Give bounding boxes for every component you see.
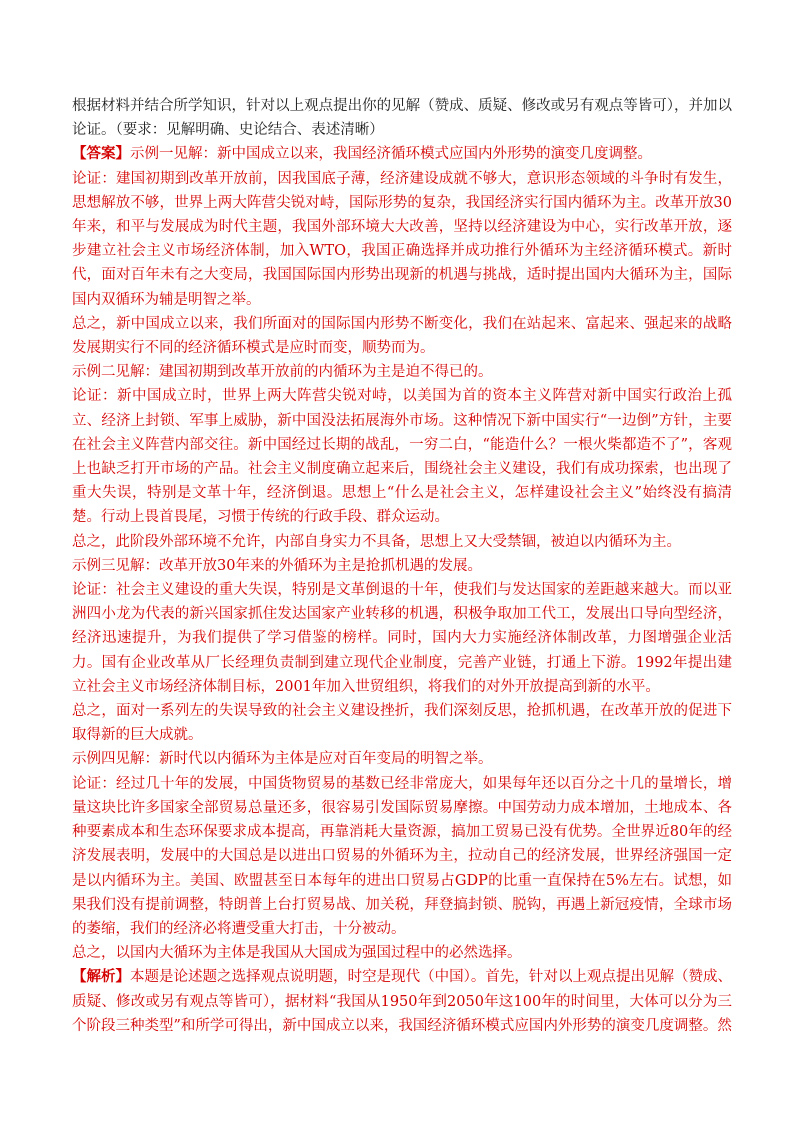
- argument-paragraph-2: 论证：新中国成立时，世界上两大阵营尖锐对峙，以美国为首的资本主义阵营对新中国实行政治上孤立、经济上封锁、军事上威胁，新中国没法拓展海外市场。这种情况下新中国实行“一边倒”方针，主要在社会主义阵营内部交往。新中国经过长期的战乱，一穷二白，“能造什么？一根火柴都造不了”，客观上也缺乏打开市场的产品。社会主义制度确立起来后，围绕社会主义建设，我们有成功探索，也出现了重大失误，特别是文革十年，经济倒退。思想上“什么是社会主义，怎样建设社会主义”始终没有搞清楚。行动上畏首畏尾，习惯于传统的行政手段、群众运动。: [72, 388, 732, 526]
- example-heading-2: 示例二见解：建国初期到改革开放前的内循环为主是迫不得已的。: [72, 364, 493, 381]
- answer-tag: 【答案】: [72, 145, 130, 163]
- summary-paragraph-2: 总之，此阶段外部环境不允许，内部自身实力不具备，思想上又大受禁锢，被迫以内循环为主。: [72, 533, 681, 550]
- summary-paragraph-3: 总之，面对一系列左的失误导致的社会主义建设挫折，我们深刻反思，抢抓机遇，在改革开放的促进下取得新的巨大成就。: [72, 703, 732, 744]
- analysis-paragraph: [72, 965, 732, 1038]
- argument-paragraph-3: 论证：社会主义建设的重大失误，特别是文革倒退的十年，使我们与发达国家的差距越来越大。而以亚洲四小龙为代表的新兴国家抓住发达国家产业转移的机遇，积极争取加工代工，发展出口导向型经济，经济迅速提升，为我们提供了学习借鉴的榜样。同时，国内大力实施经济体制改革，力图增强企业活力。国有企业改革从厂长经理负责制到建立现代企业制度，完善产业链，打通上下游。1992年提出建立社会主义市场经济体制目标，2001年加入世贸组织，将我们的对外开放提高到新的水平。: [72, 582, 732, 695]
- answer-text: 示例一见解：新中国成立以来，我国经济循环模式应国内外形势的演变几度调整。: [130, 146, 652, 163]
- analysis-text: 本题是论述题之选择观点说明题，时空是现代（中国）。首先，针对以上观点提出见解（赞成、质疑、修改或另有观点等皆可），据材料“我国从1950年到2050年这100年的时间里，大体可以分为三个阶段三种类型”和所学可得出，新中国成立以来，我国经济循环模式应国内外形势的演变几度调整。然: [72, 969, 733, 1034]
- argument-paragraph-1: 论证：建国初期到改革开放前，因我国底子薄，经济建设成就不够大，意识形态领域的斗争时有发生，思想解放不够，世界上两大阵营尖锐对峙，国际形势的复杂，我国经济实行国内循环为主。改革开放30年来，和平与发展成为时代主题，我国外部环境大大改善，坚持以经济建设为中心，实行改革开放，逐步建立社会主义市场经济体制，加入WTO，我国正确选择并成功推行外循环为主经济循环模式。新时代，面对百年未有之大变局，我国国际国内形势出现新的机遇与挑战，适时提出国内大循环为主，国际国内双循环为辅是明智之举。: [72, 170, 732, 308]
- question-text: 根据材料并结合所学知识，针对以上观点提出你的见解（赞成、质疑、修改或另有观点等皆可），并加以论证。（要求：见解明确、史论结合、表述清晰）: [72, 98, 732, 139]
- summary-paragraph-1: 总之，新中国成立以来，我们所面对的国际国内形势不断变化，我们在站起来、富起来、强起来的战略发展期实行不同的经济循环模式是应时而变，顺势而为。: [72, 315, 732, 357]
- answer-paragraph: [72, 142, 732, 166]
- argument-paragraph-4: 论证：经过几十年的发展，中国货物贸易的基数已经非常庞大，如果每年还以百分之十几的量增长，增量这块比许多国家全部贸易总量还多，很容易引发国际贸易摩擦。中国劳动力成本增加，土地成本、各种要素成本和生态环保要求成本提高，再靠消耗大量资源，搞加工贸易已没有优势。全世界近80年的经济发展表明，发展中的大国总是以进出口贸易的外循环为主，拉动自己的经济发展，世界经济强国一定是以内循环为主。美国、欧盟甚至日本每年的进出口贸易占GDP的比重一直保持在5%左右。试想，如果我们没有提前调整，特朗普上台打贸易战、加关税，拜登搞封锁、脱钩，再遇上新冠疫情，全球市场的萎缩，我们的经济必将遭受重大打击，十分被动。: [72, 775, 732, 937]
- example-heading-4: 示例四见解：新时代以内循环为主体是应对百年变局的明智之举。: [72, 751, 493, 768]
- analysis-tag: 【解析】: [72, 968, 131, 986]
- example-heading-3: 示例三见解：改革开放30年来的外循环为主是抢抓机遇的发展。: [72, 557, 482, 574]
- summary-paragraph-4: 总之，以国内大循环为主体是我国从大国成为强国过程中的必然选择。: [72, 945, 522, 962]
